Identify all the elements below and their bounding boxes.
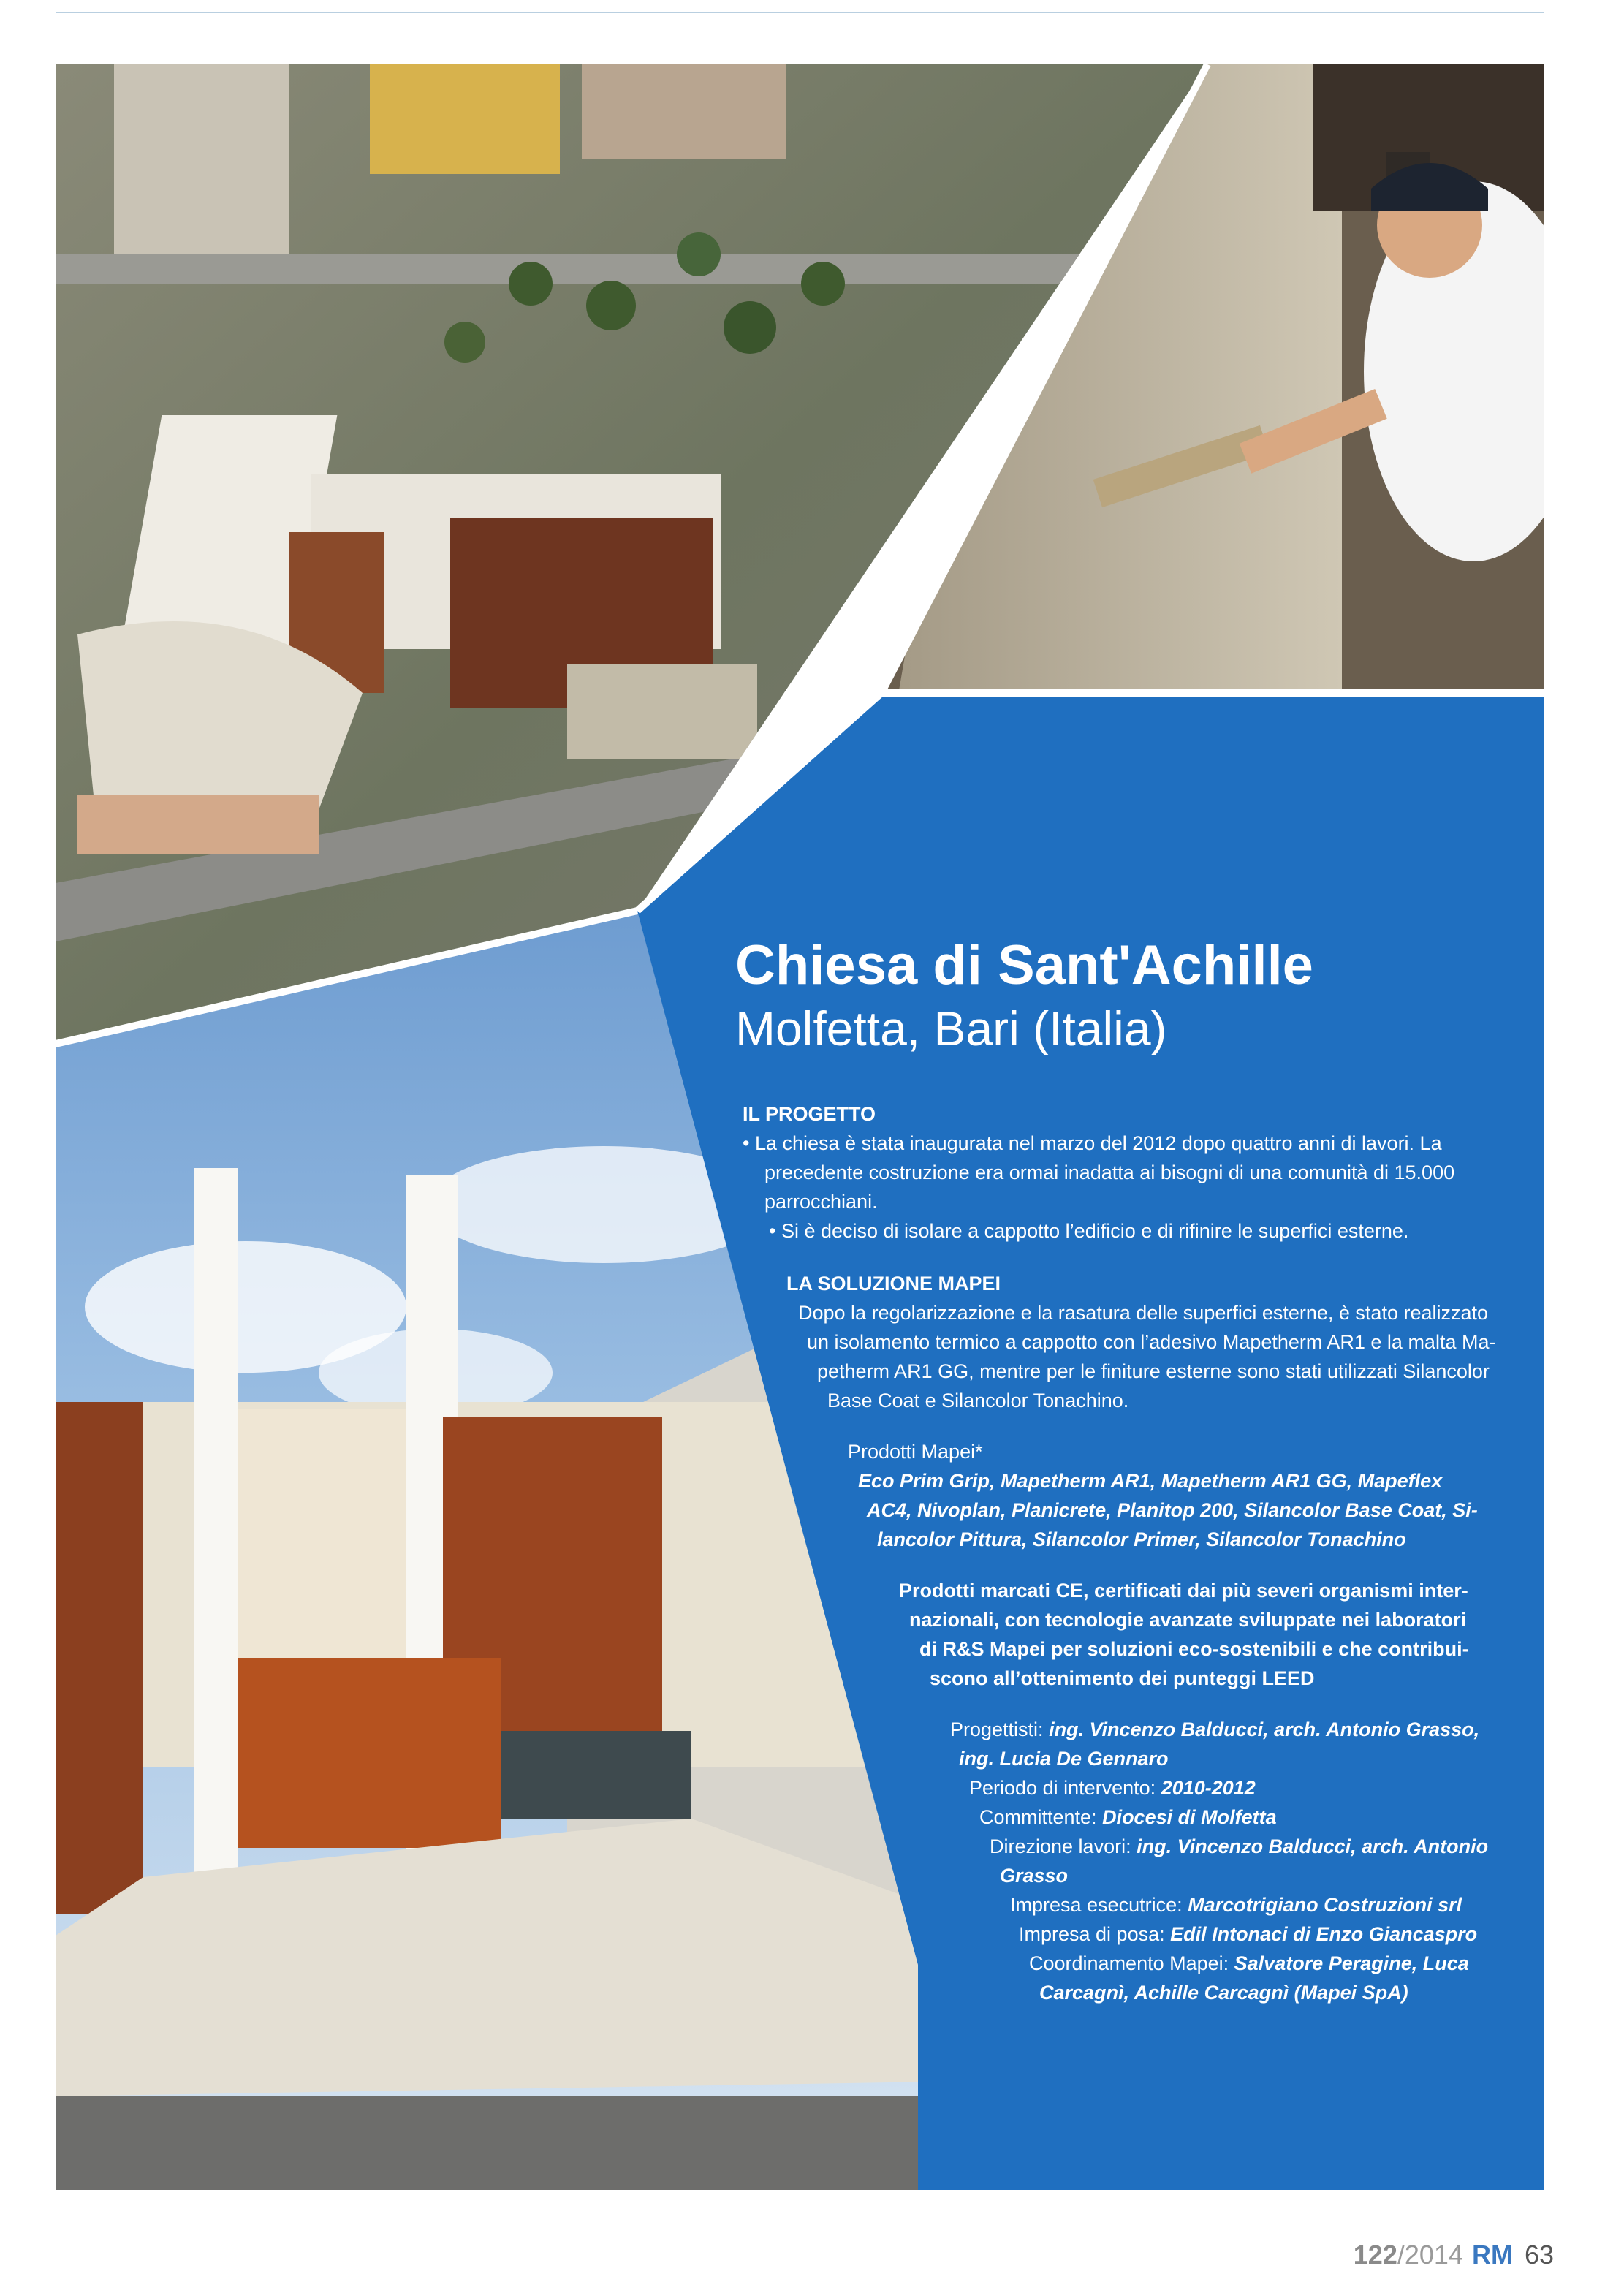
prodotti-line: AC4, Nivoplan, Planicrete, Planitop 200, Silancolor Base Coat, Si- (867, 1499, 1478, 1521)
soluzione-line: Base Coat e Silancolor Tonachino. (827, 1390, 1129, 1411)
prodotti-line: Eco Prim Grip, Mapetherm AR1, Mapetherm AR1 GG, Mapeflex (858, 1470, 1443, 1492)
prodotti-line: lancolor Pittura, Silancolor Primer, Silancolor Tonachino (877, 1528, 1406, 1550)
page-footer (1354, 2240, 1554, 2270)
issue-year: /2014 (1397, 2240, 1463, 2270)
top-rule (56, 12, 1544, 13)
soluzione-heading: LA SOLUZIONE MAPEI (786, 1273, 1001, 1295)
progetto-line: • Si è deciso di isolare a cappotto l’edificio e di rifinire le superfici esterne. (769, 1220, 1409, 1242)
ce-line: scono all’ottenimento dei punteggi LEED (930, 1667, 1315, 1689)
credit-line: Committente: Diocesi di Molfetta (979, 1806, 1277, 1828)
credit-line: ing. Lucia De Gennaro (959, 1748, 1169, 1770)
soluzione-line: petherm AR1 GG, mentre per le finiture esterne sono stati utilizzati Silancolor (817, 1360, 1490, 1382)
ce-line: Prodotti marcati CE, certificati dai più severi organismi inter- (899, 1580, 1468, 1602)
progetto-line: precedente costruzione era ormai inadatta ai bisogni di una comunità di 15.000 (764, 1161, 1455, 1183)
page-subtitle: Molfetta, Bari (Italia) (735, 1001, 1167, 1055)
ce-line: nazionali, con tecnologie avanzate sviluppate nei laboratori (909, 1609, 1467, 1631)
page-number: 63 (1524, 2240, 1554, 2270)
credit-line: Progettisti: ing. Vincenzo Balducci, arch. Antonio Grasso, (950, 1718, 1480, 1740)
progetto-line: • La chiesa è stata inaugurata nel marzo del 2012 dopo quattro anni di lavori. La (743, 1132, 1442, 1154)
credit-line: Direzione lavori: ing. Vincenzo Balducci, arch. Antonio (990, 1835, 1489, 1857)
credit-line: Impresa di posa: Edil Intonaci di Enzo Giancaspro (1019, 1923, 1478, 1945)
credit-line: Grasso (1000, 1865, 1069, 1887)
soluzione-line: un isolamento termico a cappotto con l’adesivo Mapetherm AR1 e la malta Ma- (807, 1331, 1496, 1353)
credit-line: Coordinamento Mapei: Salvatore Peragine, Luca (1029, 1952, 1469, 1974)
magazine-name: RM (1471, 2240, 1513, 2270)
page-title: Chiesa di Sant'Achille (735, 934, 1313, 996)
credit-line: Periodo di intervento: 2010-2012 (969, 1777, 1256, 1799)
issue-number: 122 (1353, 2240, 1397, 2270)
credit-line: Impresa esecutrice: Marcotrigiano Costruzioni srl (1010, 1894, 1462, 1916)
progetto-line: parrocchiani. (764, 1191, 878, 1213)
progetto-heading: IL PROGETTO (743, 1103, 876, 1125)
ce-line: di R&S Mapei per soluzioni eco-sostenibili e che contribui- (919, 1638, 1469, 1660)
soluzione-line: Dopo la regolarizzazione e la rasatura delle superfici esterne, è stato realizzato (798, 1302, 1489, 1324)
prodotti-label: Prodotti Mapei* (848, 1441, 983, 1463)
credit-line: Carcagnì, Achille Carcagnì (Mapei SpA) (1039, 1982, 1408, 2004)
